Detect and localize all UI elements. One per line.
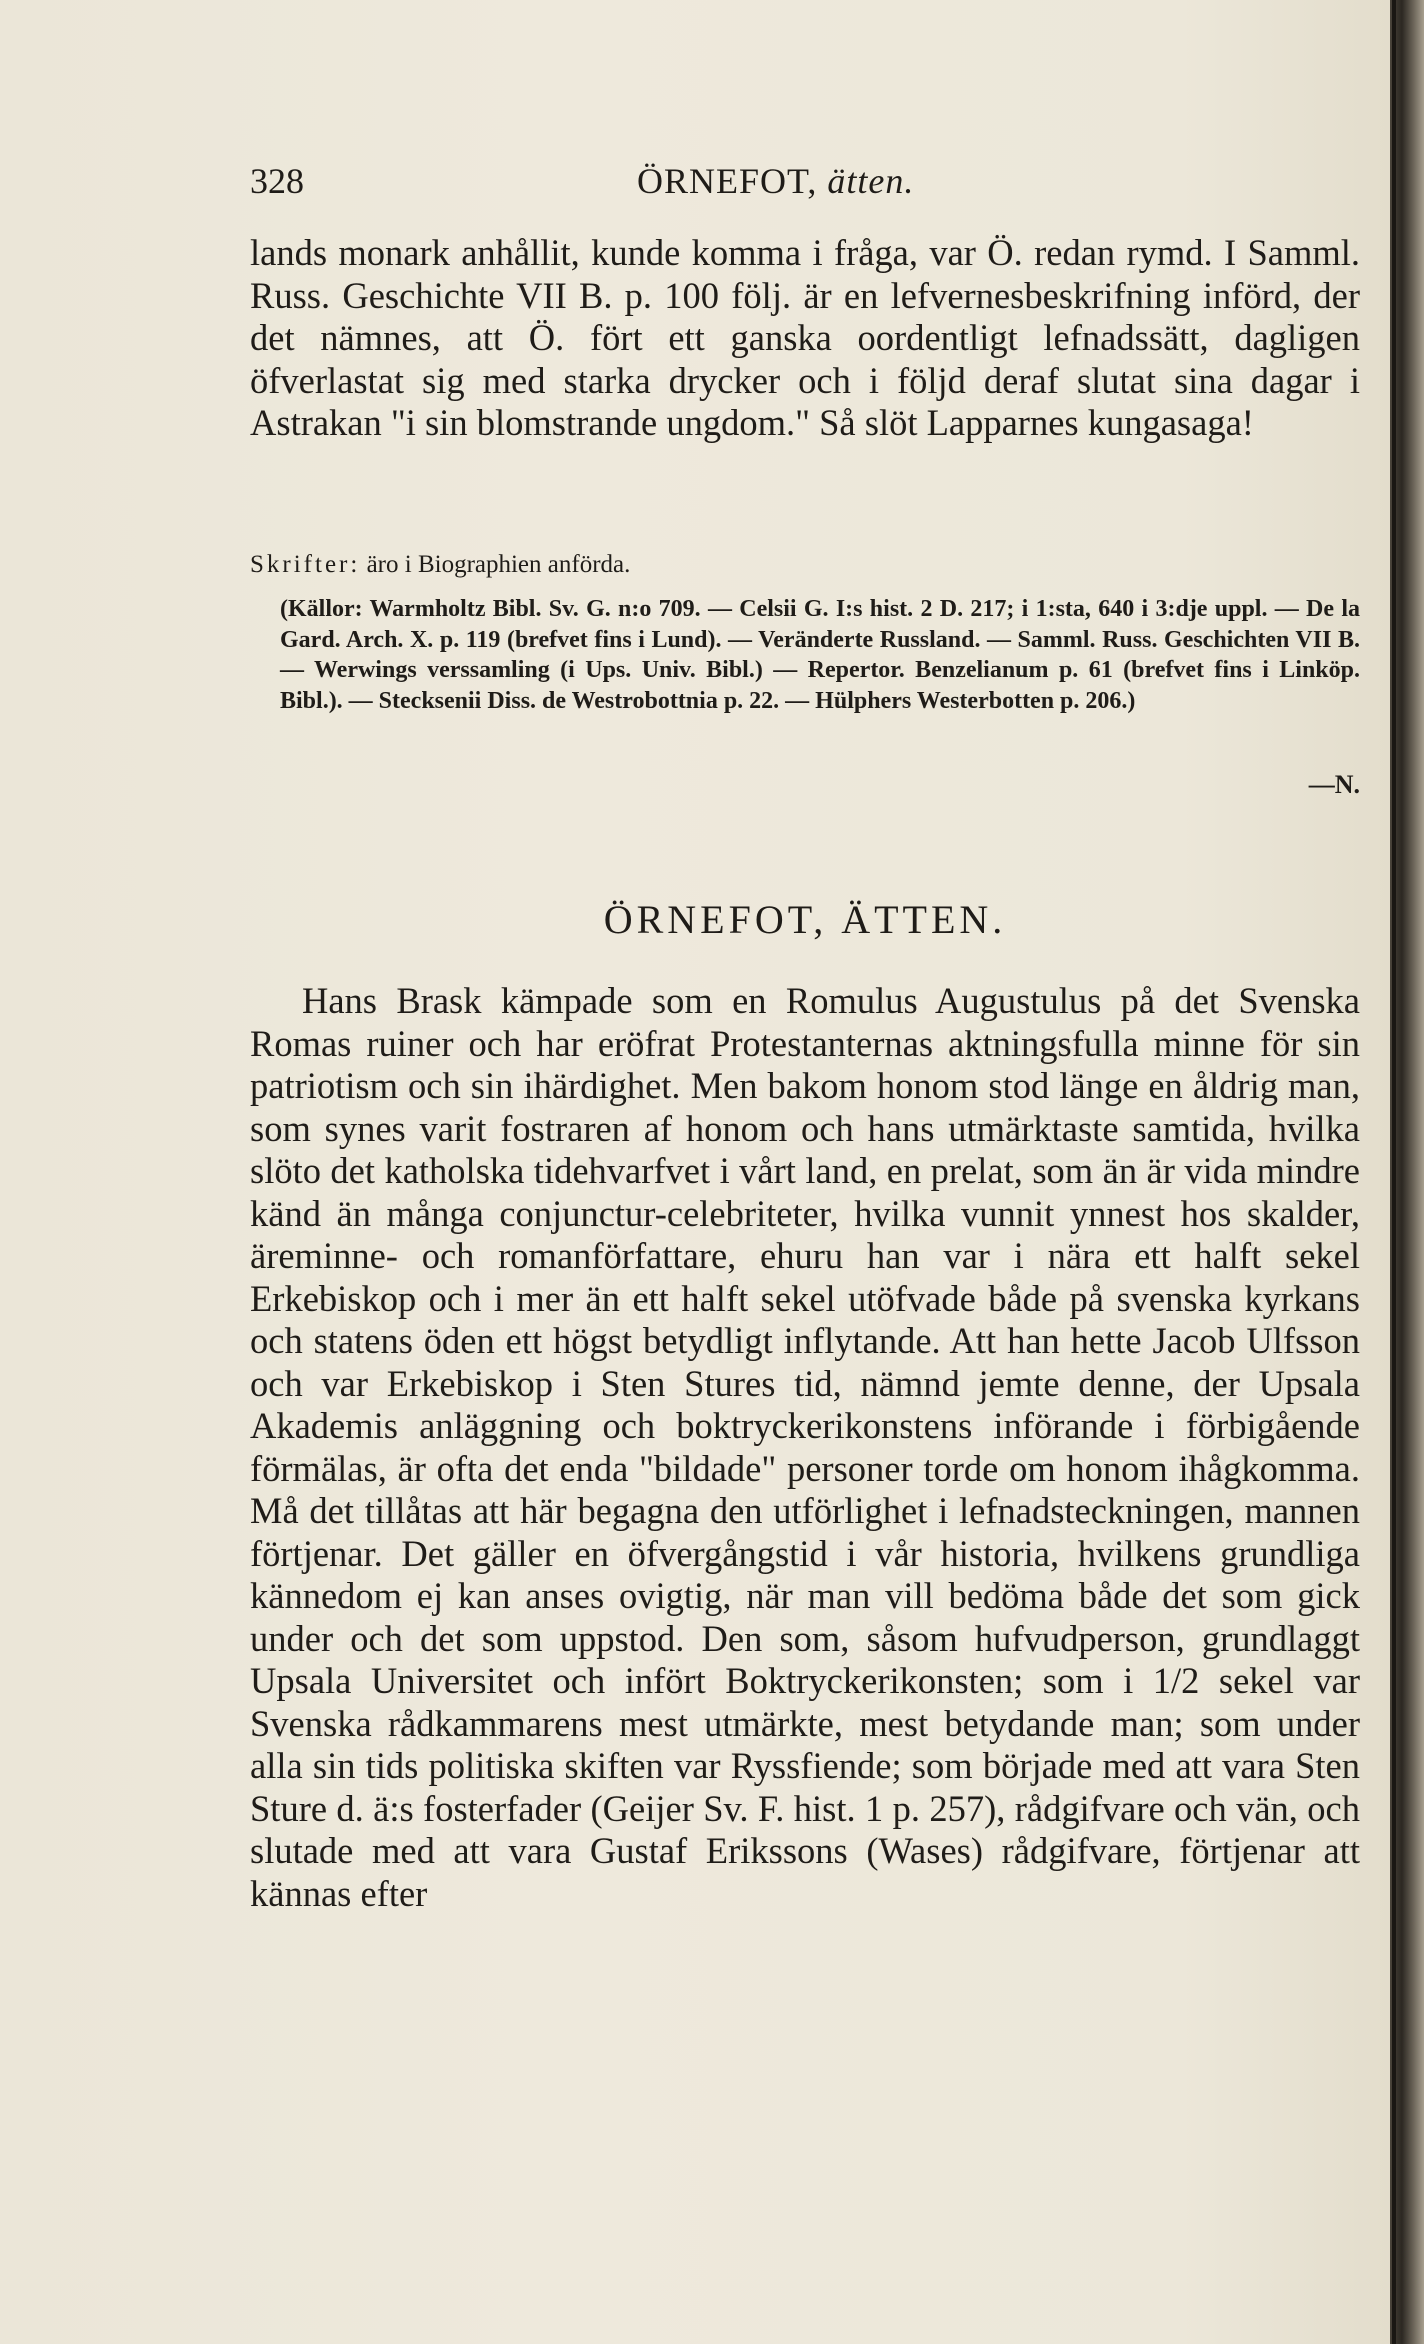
page-number: 328 bbox=[250, 161, 304, 201]
entry-title: ÖRNEFOT, ÄTTEN. bbox=[603, 897, 1007, 942]
new-entry-paragraph: Hans Brask kämpade som en Romulus Augustulus på det Svenska Romas ruiner och har eröfrat Protestanternas aktningsfulla minne för sin patriotism och sin ihärdighet. Men bakom honom stod länge en åldrig man, som synes varit fostraren af honom och hans utmärktaste samtida, hvilka slöto det katholska tidehvarfvet i vårt land, en prelat, som än är vida mindre känd än många conjunctur-celebriteter, hvilka vunnit ynnest hos skalder, äreminne- och romanförfattare, ehuru han var i nära ett halft sekel Erkebiskop och i mer än ett halft sekel utöfvade både på svenska kyrkans och statens öden ett högst betydligt inflytande. Att han hette Jacob Ulfsson och var Erkebiskop i Sten Stures tid, nämnd jemte denne, der Upsala Akademis anläggning och boktryckerikonstens införande i förbigående förmälas, är ofta det enda "bildade" personer torde om honom ihågkomma. Må det tillåtas att här begagna den utförlighet i lefnadsteckningen, mannen förtjenar. Det gäller en öfvergångstid i vår historia, hvilkens grundliga kännedom ej kan anses ovigtig, när man vill bedöma både det som gick under och det som uppstod. Den som, såsom hufvudperson, grundlaggt Upsala Universitet och infört Boktryckerikonsten; som i 1/2 sekel var Svenska rådkammarens mest utmärkte, mest betydande man; som under alla sin tids politiska skiften var Ryssfiende; som började med att vara Sten Sture d. ä:s fosterfader (Geijer Sv. F. hist. 1 p. 257), rådgifvare och vän, och slutade med att vara Gustaf Erikssons (Wases) rådgifvare, förtjenar att kännas efter bbox=[250, 980, 1360, 1914]
previous-entry-text bbox=[250, 232, 1360, 445]
skrifter-line bbox=[250, 550, 1360, 580]
running-head bbox=[637, 160, 914, 202]
previous-entry-paragraph: lands monark anhållit, kunde komma i fråga, var Ö. redan rymd. I Samml. Russ. Geschichte VII B. p. 100 följ. är en lefvernesbeskrifning införd, der det nämnes, att Ö. fört ett ganska oordentligt lefnadssätt, dagligen öfverlastat sig med starka drycker och i följd deraf slutat sina dagar i Astrakan "i sin blomstrande ungdom." Så slöt Lapparnes kungasaga! bbox=[250, 232, 1360, 443]
new-entry-text bbox=[250, 980, 1360, 1915]
page-edge-line bbox=[1392, 0, 1396, 2344]
running-head-suffix: ätten. bbox=[827, 161, 915, 201]
skrifter-text: äro i Biographien anförda. bbox=[366, 551, 631, 578]
sources-text: (Källor: Warmholtz Bibl. Sv. G. n:o 709. — Celsii G. I:s hist. 2 D. 217; i 1:sta, 640 i 3:dje uppl. — De la Gard. Arch. X. p. 119 (brefvet fins i Lund). — Veränderte Russland. — Samml. Russ. Geschichten VII B. — Werwings verssamling (i Ups. Univ. Bibl.) — Repertor. Benzelianum p. 61 (brefvet fins i Linköp. Bibl.). — Stecksenii Diss. de Westrobottnia p. 22. — Hülphers Westerbotten p. 206.) bbox=[280, 596, 1360, 714]
running-head-name: ÖRNEFOT, bbox=[637, 161, 818, 201]
page-header bbox=[250, 160, 1360, 210]
skrifter-label: Skrifter: bbox=[250, 551, 361, 578]
sources-block bbox=[250, 594, 1360, 716]
author-signature: —N. bbox=[1308, 770, 1360, 799]
